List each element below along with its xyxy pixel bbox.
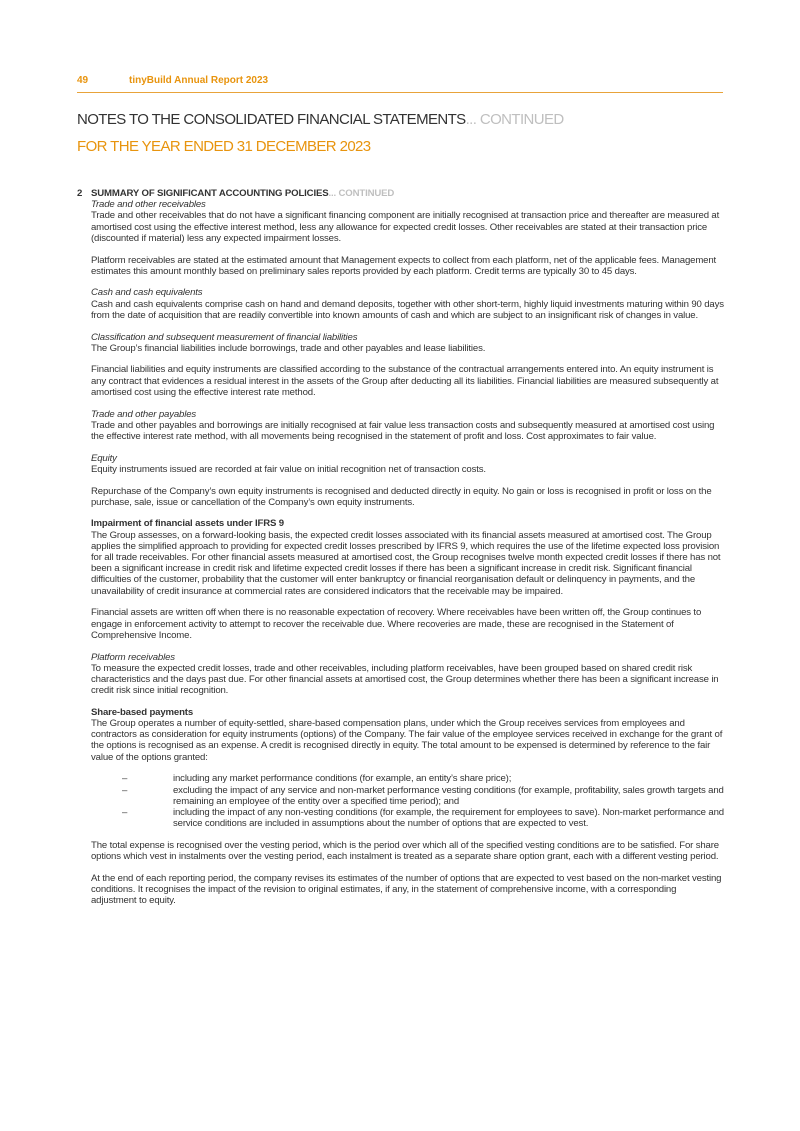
header-divider: [77, 92, 723, 93]
paragraph-share-3: At the end of each reporting period, the company revises its estimates of the number of options that are expected to vest based on the non-market vesting conditions. It recognises the impact of the revision to original estimates, if any, in the statement of comprehensive income, with a corresponding adjustment to equity.: [91, 872, 722, 907]
heading-payables: Trade and other payables: [91, 408, 197, 420]
paragraph-share-1: The Group operates a number of equity-settled, share-based compensation plans, under which the Group receives services from employees and contractors as consideration for equity instruments (options) of the Company. The fair value of the employee services received in exchange for the grant of the options is recognised as an expense. A credit is recognised directly in equity. The total amount to be expensed is determined by reference to the fair value of the options granted:: [91, 718, 723, 763]
heading-equity: Equity: [91, 452, 117, 464]
paragraph-classification-1: The Group’s financial liabilities include borrowings, trade and other payables and lease liabilities.: [91, 342, 486, 354]
section-title-continued: ... CONTINUED: [328, 188, 395, 199]
bullet-text: excluding the impact of any service and non-market performance vesting conditions (for example, profitability, sales growth targets and remaining an employee of the entity over a specified time period); and: [173, 784, 724, 807]
list-item: [91, 773, 724, 784]
options-bullet-list: [91, 773, 724, 829]
page-title: [77, 111, 564, 128]
heading-trade-receivables: Trade and other receivables: [91, 199, 206, 211]
section-title: [91, 188, 724, 199]
page-title-main: NOTES TO THE CONSOLIDATED FINANCIAL STATEMENTS: [77, 111, 466, 128]
bullet-dash: –: [122, 773, 128, 785]
heading-classification: Classification and subsequent measurement of financial liabilities: [91, 331, 358, 343]
page-number: 49: [77, 75, 89, 86]
paragraph-platform-receivables: To measure the expected credit losses, trade and other receivables, including platform receivables, have been grouped based on shared credit risk characteristics and the days past due. For other financial assets at amortised cost, the Group determines whether there has been a significant increase in credit risk since initial recognition.: [91, 662, 719, 697]
page-subtitle: FOR THE YEAR ENDED 31 DECEMBER 2023: [77, 138, 371, 155]
paragraph-equity-1: Equity instruments issued are recorded at fair value on initial recognition net of transaction costs.: [91, 463, 486, 475]
page-header: [77, 75, 723, 86]
paragraph-impairment-2: Financial assets are written off when there is no reasonable expectation of recovery. Where receivables have been written off, the Group continues to engage in enforcement activity to attempt to recover the receivable due. Where recoveries are made, these are recognised in the Statement of Comprehensive Income.: [91, 607, 702, 641]
list-item: [91, 807, 724, 829]
paragraph-share-2: The total expense is recognised over the vesting period, which is the period over which all of the specified vesting conditions are to be satisfied. For share options which vest in instalments over the vesting period, each instalment is treated as a separate share option grant, each with a different vesting period.: [91, 839, 719, 863]
paragraph-payables: Trade and other payables and borrowings are initially recognised at fair value less transaction costs and subsequently measured at amortised cost using the effective interest rate method, with all movements being recognised in the statement of profit and loss. Cost approximates to fair value.: [91, 419, 715, 442]
list-item: [91, 785, 724, 807]
paragraph-impairment-1: The Group assesses, on a forward-looking basis, the expected credit losses associated with its financial assets measured at amortised cost. The Group applies the simplified approach to providing for expected credit losses prescribed by IFRS 9, which requires the use of the lifetime expected loss provision for all trade receivables. For other financial assets measured at amortised cost, the Group recognises twelve month expected credit losses if there has not been a significant increase in credit risk and lifetime expected credit losses if there has been a significant increase in credit risk. Significant financial difficulties of the customer, probability that the customer will enter bankruptcy or financial reorganisation default or delinquency in payments, and the unavailability of credit insurance at commercial rates are considered indicators that the receivable may be impaired.: [91, 529, 721, 597]
paragraph-classification-2: Financial liabilities and equity instruments are classified according to the substance of the contractual arrangements entered into. An equity instrument is any contract that evidences a residual interest in the assets of the Group after deducting all its liabilities. Financial liabilities are measured subsequently at amortised cost using the effective interest rate method.: [91, 364, 719, 398]
notes-content: [77, 188, 724, 907]
section-title-text: SUMMARY OF SIGNIFICANT ACCOUNTING POLICIES: [91, 188, 329, 199]
bullet-text: including the impact of any non-vesting conditions (for example, the requirement for employees to save). Non-market performance and service conditions are included in assumptions about the number of options that are expected to vest.: [173, 806, 724, 830]
bullet-dash: –: [122, 784, 128, 796]
page-title-continued: ... CONTINUED: [465, 111, 564, 128]
heading-cash: Cash and cash equivalents: [91, 287, 203, 299]
bullet-text: including any market performance conditions (for example, an entity’s share price);: [173, 773, 512, 785]
section-number: 2: [77, 188, 83, 199]
paragraph-trade-receivables-2: Platform receivables are stated at the estimated amount that Management expects to collect from each platform, net of the applicable fees. Management estimates this amount monthly based on preliminary sales reports provided by each platform. Credit terms are typically 30 to 45 days.: [91, 254, 717, 277]
paragraph-equity-2: Repurchase of the Company’s own equity instruments is recognised and deducted directly in equity. No gain or loss is recognised in profit or loss on the purchase, sale, issue or cancellation of the Company’s own equity instruments.: [91, 485, 712, 508]
paragraph-cash: Cash and cash equivalents comprise cash on hand and demand deposits, together with other short-term, highly liquid investments maturing within 90 days from the date of acquisition that are readily convertible into known amounts of cash and which are subject to an insignificant risk of changes in value.: [91, 298, 724, 321]
bullet-dash: –: [122, 806, 128, 818]
heading-platform-receivables: Platform receivables: [91, 651, 175, 663]
heading-share-based-payments: Share-based payments: [91, 706, 194, 718]
paragraph-trade-receivables-1: Trade and other receivables that do not have a significant financing component are initially recognised at transaction price and thereafter are measured at amortised cost using the effective interest method, less any allowance for expected credit losses. Other receivables are stated at their transaction price (discounted if material) less any expected impairment losses.: [91, 210, 720, 244]
report-title: tinyBuild Annual Report 2023: [129, 75, 269, 86]
heading-impairment: Impairment of financial assets under IFRS 9: [91, 518, 284, 530]
